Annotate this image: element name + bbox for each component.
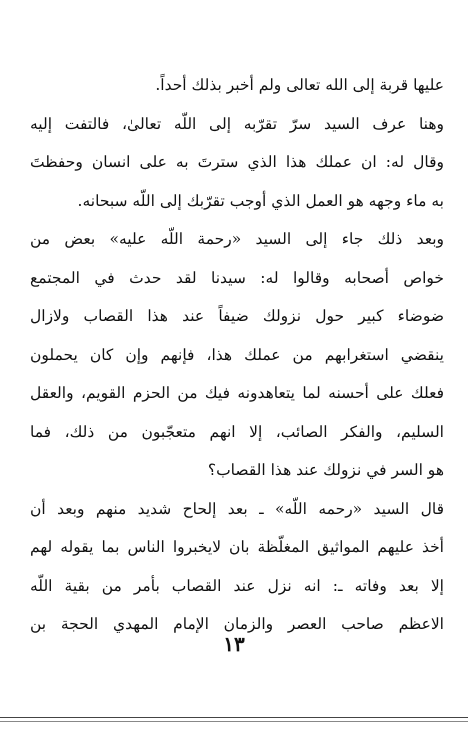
text-line: هو السر في نزولك عند هذا القصاب؟ (207, 461, 444, 479)
text-line: أخذ عليهم المواثيق المغلّظة بان لايخبروا الناس بما يقوله لهم (30, 538, 444, 556)
footer-divider (0, 721, 468, 722)
text-line: الاعظم صاحب العصر والزمان الإمام المهدي الحجة بن (30, 615, 444, 633)
text-line: به ماء وجهه هو العمل الذي أوجب تقرّبك إلى اللّه سبحانه. (77, 191, 444, 210)
text-line: قال السيد «رحمه اللّه» ـ بعد إلحاح شديد منهم وبعد أن (30, 499, 444, 518)
text-line: وهنا عرف السيد سرّ تقرّبه إلى اللّه تعالىٰ، فالتفت إليه (30, 114, 444, 133)
text-line: ينقضي استغرابهم من عملك هذا، فإنهم وإن كان يحملون (30, 345, 444, 364)
text-line: ضوضاء كبير حول نزولك ضيفاً عند هذا القصاب ولازال (30, 307, 444, 325)
text-line: عليها قربة إلى الله تعالى ولم أخبر بذلك أحداً. (155, 76, 444, 94)
text-line: وقال له: ان عملك هذا الذي سترتَ به على انسان وحفظتَ (30, 153, 444, 171)
text-line: خواص أصحابه وقالوا له: سيدنا لقد حدث في المجتمع (30, 268, 444, 287)
text-line: وبعد ذلك جاء إلى السيد «رحمة اللّه عليه» بعض من (30, 230, 444, 248)
text-line: إلا بعد وفاته ـ: انه نزل عند القصاب بأمر من بقية اللّه (30, 576, 444, 595)
text-line: السليم، والفكر الصائب، إلا انهم متعجّبون من ذلك، فما (30, 422, 444, 441)
footer-divider (0, 717, 468, 718)
body-text (30, 66, 444, 644)
text-line: فعلك على أحسنه لما يتعاهدونه فيك من الحزم القويم، والعقل (30, 384, 444, 402)
page-number: ١٣ (223, 632, 245, 656)
